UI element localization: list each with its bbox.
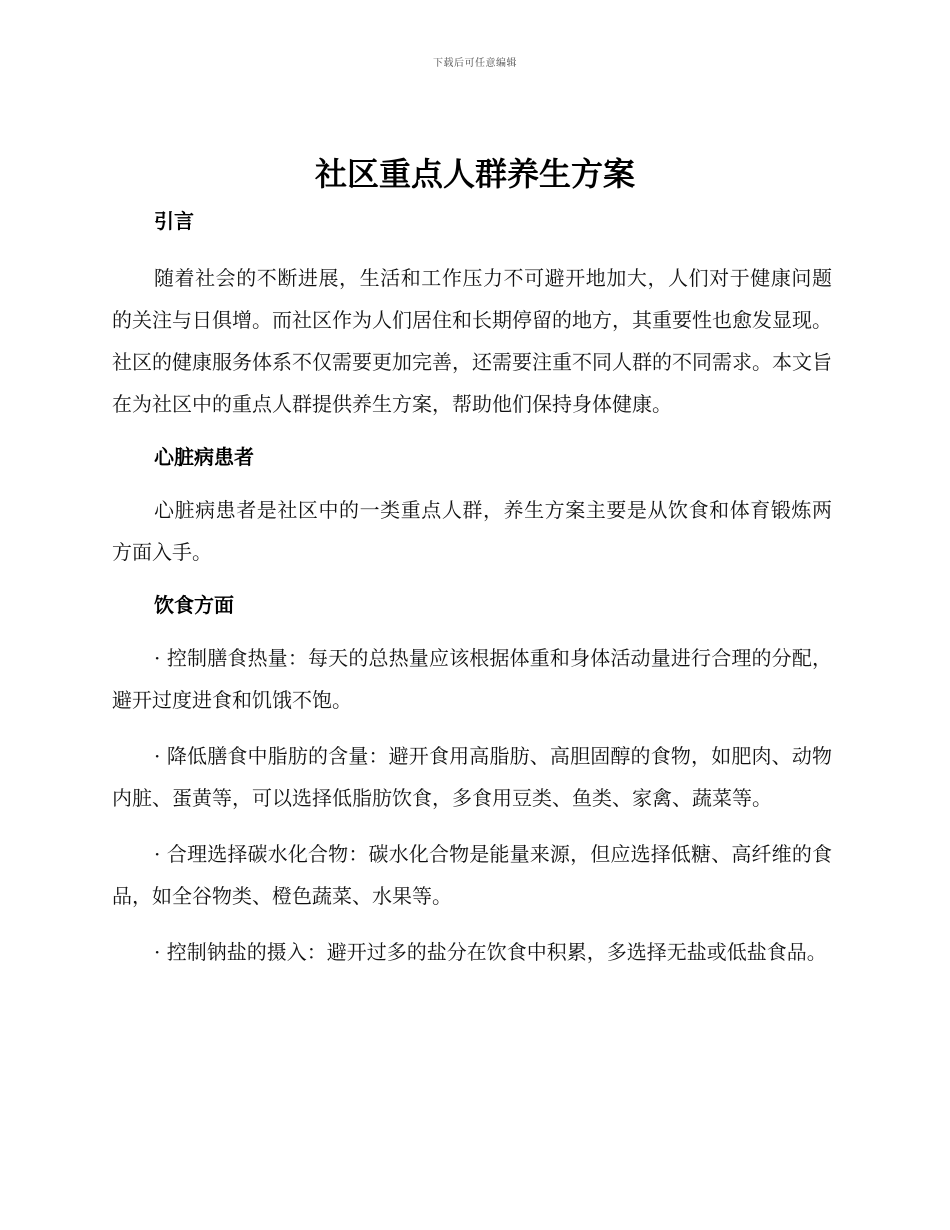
diet-heading: 饮食方面 xyxy=(154,593,234,617)
diet-item: · 控制钠盐的摄入：避开过多的盐分在饮食中积累，多选择无盐或低盐食品。 xyxy=(154,940,827,964)
header-note: 下载后可任意编辑 xyxy=(433,58,517,69)
intro-heading: 引言 xyxy=(154,209,194,233)
intro-paragraph: 随着社会的不断进展，生活和工作压力不可避开地加大，人们对于健康问题的关注与日俱增。而社区作为人们居住和长期停留的地方，其重要性也愈发显现。社区的健康服务体系不仅需要更加完善，还需要注重不同人群的不同需求。本文旨在为社区中的重点人群提供养生方案，帮助他们保持身体健康。 xyxy=(112,266,832,416)
document-body xyxy=(112,203,832,973)
diet-item: · 合理选择碳水化合物：碳水化合物是能量来源，但应选择低糖、高纤维的食品，如全谷物类、橙色蔬菜、水果等。 xyxy=(112,842,832,908)
heart-patients-paragraph: 心脏病患者是社区中的一类重点人群，养生方案主要是从饮食和体育锻炼两方面入手。 xyxy=(112,498,832,564)
diet-item: · 控制膳食热量：每天的总热量应该根据体重和身体活动量进行合理的分配，避开过度进食和饥饿不饱。 xyxy=(112,646,832,712)
diet-item: · 降低膳食中脂肪的含量：避开食用高脂肪、高胆固醇的食物，如肥肉、动物内脏、蛋黄等，可以选择低脂肪饮食，多食用豆类、鱼类、家禽、蔬菜等。 xyxy=(112,744,832,810)
heart-patients-heading: 心脏病患者 xyxy=(154,445,254,469)
document-title: 社区重点人群养生方案 xyxy=(314,155,635,193)
